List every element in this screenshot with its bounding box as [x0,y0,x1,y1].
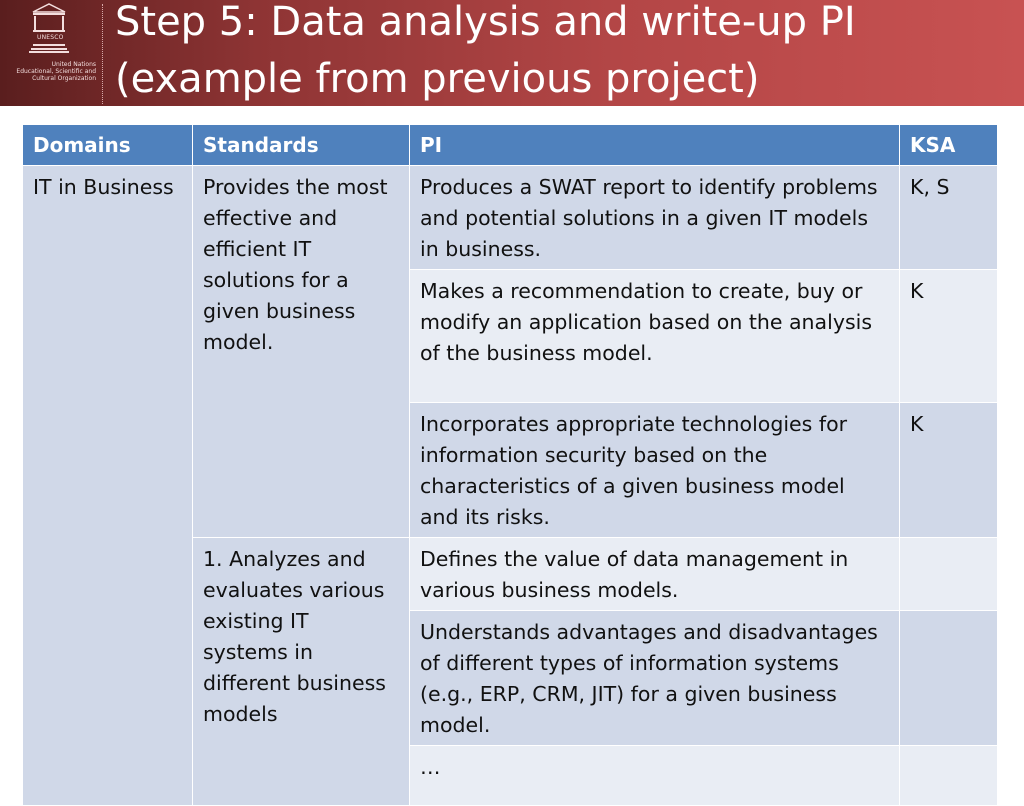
table-header-row [23,125,998,166]
ksa-cell: K [900,270,998,403]
ksa-cell: K, S [900,166,998,270]
pi-cell: Defines the value of data management in various business models. [410,538,900,611]
header-domains: Domains [23,125,193,166]
domain-cell: IT in Business [23,166,193,806]
unesco-org-name: United Nations Educational, Scientific and Cultural Organization [16,61,96,82]
table-row [23,166,998,270]
header-ksa: KSA [900,125,998,166]
pi-cell: Understands advantages and disadvantages of different types of information systems (e.g., ERP, CRM, JIT) for a given business model. [410,611,900,746]
logo-divider [102,4,103,104]
unesco-temple-icon [0,0,100,62]
pi-table [22,124,998,806]
pi-table-container [22,124,997,806]
ksa-cell [900,611,998,746]
header-pi: PI [410,125,900,166]
pi-cell: Makes a recommendation to create, buy or modify an application based on the analysis of the business model. [410,270,900,403]
ksa-cell [900,746,998,806]
unesco-wordmark: UNESCO [37,34,64,41]
unesco-logo [0,0,103,106]
slide-title: Step 5: Data analysis and write-up PI (example from previous project) [115,0,856,102]
title-banner [0,0,1024,106]
pi-cell: … [410,746,900,806]
standard-cell-1: Provides the most effective and efficient IT solutions for a given business model. [193,166,410,538]
pi-cell: Incorporates appropriate technologies for information security based on the characteristics of a given business model and its risks. [410,403,900,538]
ksa-cell [900,538,998,611]
pi-cell: Produces a SWAT report to identify problems and potential solutions in a given IT models in business. [410,166,900,270]
header-standards: Standards [193,125,410,166]
standard-cell-2: 1. Analyzes and evaluates various existing IT systems in different business models [193,538,410,806]
ksa-cell: K [900,403,998,538]
